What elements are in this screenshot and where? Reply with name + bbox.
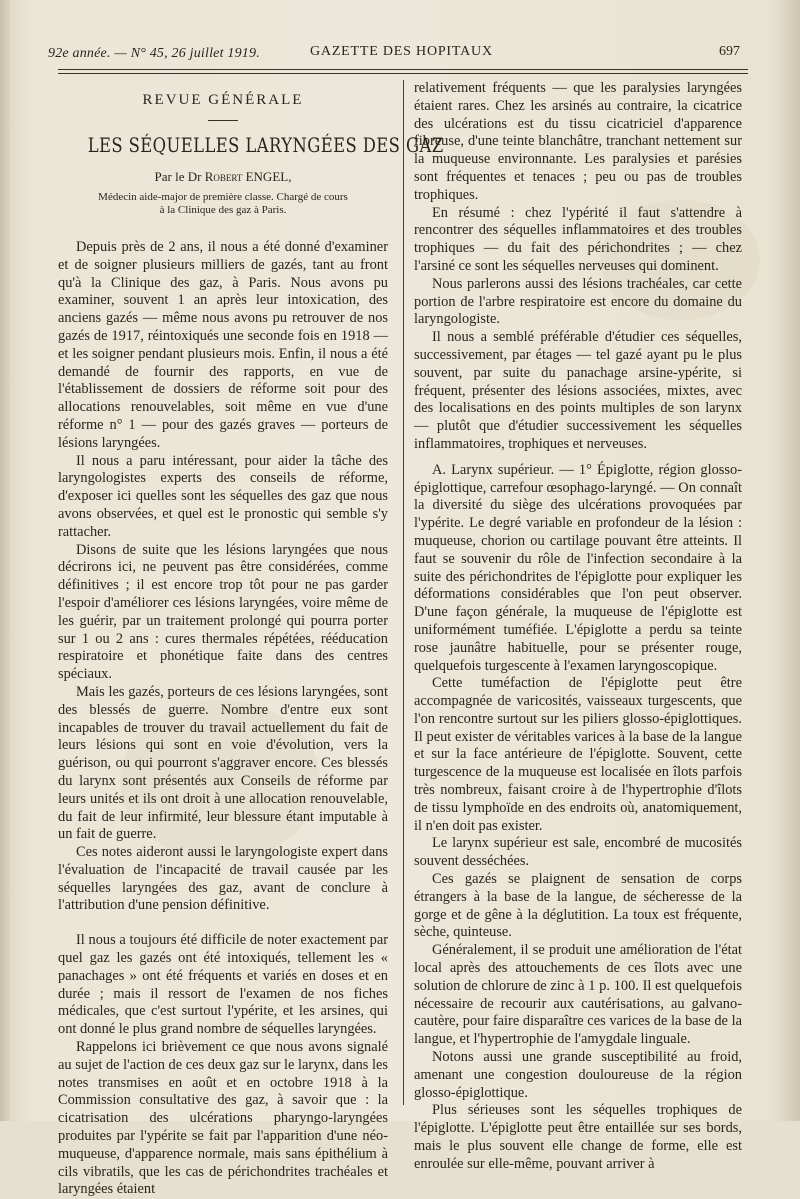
paragraph: Ces notes aideront aussi le laryngologiste expert dans l'évaluation de l'incapacité de travail causée par les séquelles laryngées des gaz, avant de conclure à l'attribution d'une pension définitive. xyxy=(58,844,388,914)
paragraph: Ces gazés se plaignent de sensation de corps étrangers à la base de la langue, de sécheresse de la gorge et de gêne à la déglutition. La toux est fréquente, sèche, quinteuse. xyxy=(414,871,742,941)
paragraph: relativement fréquents — que les paralysies laryngées étaient rares. Chez les arsinés au contraire, la cicatrice des ulcérations est du tissu cicatriciel d'apparence fibreuse, d'une teinte blanchâtre, tranchant nettement sur la muqueuse environnante. Les paralysies et parésies sont fréquentes et tenaces ; peu ou pas de troubles trophiques. xyxy=(414,80,742,203)
author-name: Robert ENGEL, xyxy=(204,169,292,184)
paragraph: Plus sérieuses sont les séquelles trophiques de l'épiglotte. L'épiglotte peut être entaillée sur ses bords, mais le plus souvent elle change de forme, elle est enroulée sur elle-même, pouvant arriver à xyxy=(414,1102,742,1172)
paragraph: Le larynx supérieur est sale, encombré de mucosités souvent desséchées. xyxy=(414,835,742,870)
page-edge-right xyxy=(780,0,800,1121)
paragraph: Mais les gazés, porteurs de ces lésions laryngées, sont des blessés de guerre. Nombre d'entre eux sont incapables de trouver du travail actuellement du fait de leurs lésions qui sont en voie d'évolution, vers la guérison, ou qui pourront s'aggraver encore. Ces blessés du larynx sont présentés aux Conseils de réforme par leurs unités et ils ont droit à une allocation renouvelable, du fait de leur infirmité, leur blessure étant imputable à un fait de guerre. xyxy=(58,683,388,843)
affiliation-line-2: à la Clinique des gaz à Paris. xyxy=(159,204,287,216)
left-column xyxy=(58,80,444,1199)
section-rubric: REVUE GÉNÉRALE xyxy=(142,92,304,108)
paragraph: Cette tuméfaction de l'épiglotte peut être accompagnée de varicosités, vaisseaux turgescents, que l'on rencontre surtout sur les piliers glosso-épiglottiques. Il peut exister de véritables varices à la base de la langue et sur la face antérieure de l'épiglotte. Souvent, cette turgescence de la muqueuse est localisée en îlots parfois très nombreux, faisant croire à de l'hypertrophie d'îlots de tissu lymphoïde en des endroits où, anatomiquement, il n'en doit pas exister. xyxy=(414,675,742,834)
article-title: LES SÉQUELLES LARYNGÉES DES GAZ xyxy=(87,133,444,157)
byline xyxy=(58,169,388,185)
affiliation-line-1: Médecin aide-major de première classe. Chargé de cours xyxy=(98,191,348,203)
byline-prefix: Par le Dr xyxy=(154,169,202,184)
issue-info: 92e année. — N° 45, 26 juillet 1919. xyxy=(48,46,260,61)
journal-name: GAZETTE DES HOPITAUX xyxy=(310,44,493,59)
page-edge-left xyxy=(0,0,10,1121)
rubric-rule xyxy=(208,120,238,121)
right-column xyxy=(414,80,742,1174)
paragraph: A. Larynx supérieur. — 1° Épiglotte, région glosso-épiglottique, carrefour œsophago-laryngé. — On connaît la diversité du siège des ulcérations provoquées par l'ypérite. Le degré variable en profondeur de la lésion : muqueuse, chorion ou cartilage pouvant être atteints. Il faut se souvenir du rôle de l'infection secondaire à la suite des périchondrites de l'épiglotte pour expliquer les déformations considérables que l'on peut observer. D'une façon générale, la muqueuse de l'épiglotte est uniformément tuméfiée. L'épiglotte a perdu sa teinte rose jaunâtre habituelle, pour se présenter rouge, quelquefois turgescente à l'examen laryngoscopique. xyxy=(414,461,742,674)
paragraph: Il nous a toujours été difficile de noter exactement par quel gaz les gazés ont été intoxiqués, tellement les « panachages » ont été fréquents et variés en doses et en durée ; mais il ressort de l'examen de nos fiches médicales, que c'est surtout l'ypérite, et les arsines, qui ont donné le plus grand nombre de séquelles laryngées. xyxy=(58,932,388,1038)
paragraph: Il nous a paru intéressant, pour aider la tâche des laryngologistes experts des conseils de réforme, d'exposer ici quelles sont les séquelles des gaz que nous avons observées, et quel est le pronostic qui semble s'y rattacher. xyxy=(58,452,388,540)
paragraph: Notons aussi une grande susceptibilité au froid, amenant une congestion douloureuse de la région glosso-épiglottique. xyxy=(414,1049,742,1101)
paragraph: Il nous a semblé préférable d'étudier ces séquelles, successivement, par étages — tel gazé ayant pu le plus souvent, par suite du panachage arsine-ypérite, si fréquent, présenter des lésions associées, mixtes, avec des localisations en des points multiples de son larynx — plutôt que d'étudier successivement les séquelles inflammatoires, trophiques et nerveuses. xyxy=(414,329,742,452)
page-number: 697 xyxy=(719,44,740,59)
paragraph: En résumé : chez l'ypérité il faut s'attendre à rencontrer des séquelles inflammatoires et des troubles trophiques — du fait des périchondrites ; — chez l'arsiné ce sont les séquelles nerveuses qui dominent. xyxy=(414,204,742,274)
paragraph: Nous parlerons aussi des lésions trachéales, car cette portion de l'arbre respiratoire est encore du domaine du laryngologiste. xyxy=(414,275,742,328)
paragraph: Disons de suite que les lésions laryngées que nous décrirons ici, ne peuvent pas être considérées, comme définitives ; il est encore trop tôt pour ne pas garder l'espoir d'améliorer ces lésions laryngées, voire même de les guérir, par un traitement prolongé qui pourra porter sur 1 ou 2 ans : cures thermales répétées, rééducation respiratoire et phonétique faite dans des centres spéciaux. xyxy=(58,541,388,683)
running-header xyxy=(40,40,740,68)
paragraph: Rappelons ici brièvement ce que nous avons signalé au sujet de l'action de ces deux gaz sur le larynx, dans les notes transmises en août et en octobre 1918 à la Commission consultative des gaz, à savoir que : la cicatrisation des ulcérations pharyngo-laryngées produites par l'ypérite se fait par l'apparition d'une néo-muqueuse, d'apparence normale, mais sans épithélium à cils vibratils, que les cas de périchondrites trachéales et laryngées étaient xyxy=(58,1039,388,1198)
paragraph: Depuis près de 2 ans, il nous a été donné d'examiner et de soigner plusieurs milliers de gazés, tant au front qu'à la Clinique des gaz, à Paris. Nous avons pu examiner, souvent 1 an après leur intoxication, des anciens gazés — même nous avons pu retrouver de nos gazés de 1917, réintoxiqués une seconde fois en 1918 — et les soigner pendant plusieurs mois. Enfin, il nous a été demandé de fournir des rapports, en vue de l'établissement de dossiers de réforme soit pour des allocations renouvelables, soit même en vue d'une réforme n° 1 — pour des gazés graves — porteurs de lésions laryngées. xyxy=(58,239,388,451)
header-rule-top xyxy=(58,69,748,70)
paragraph: Généralement, il se produit une amélioration de l'état local après des attouchements de ces îlots avec une solution de chlorure de zinc à 1 p. 100. Il est quelquefois nécessaire de recourir aux cautérisations, au galvano-cautère, pour faire disparaître ces varices de la base de la langue, et l'hypertrophie de l'amygdale linguale. xyxy=(414,942,742,1048)
header-rule-bottom xyxy=(58,73,748,74)
column-divider xyxy=(403,80,404,1105)
author-affiliation xyxy=(58,191,388,217)
